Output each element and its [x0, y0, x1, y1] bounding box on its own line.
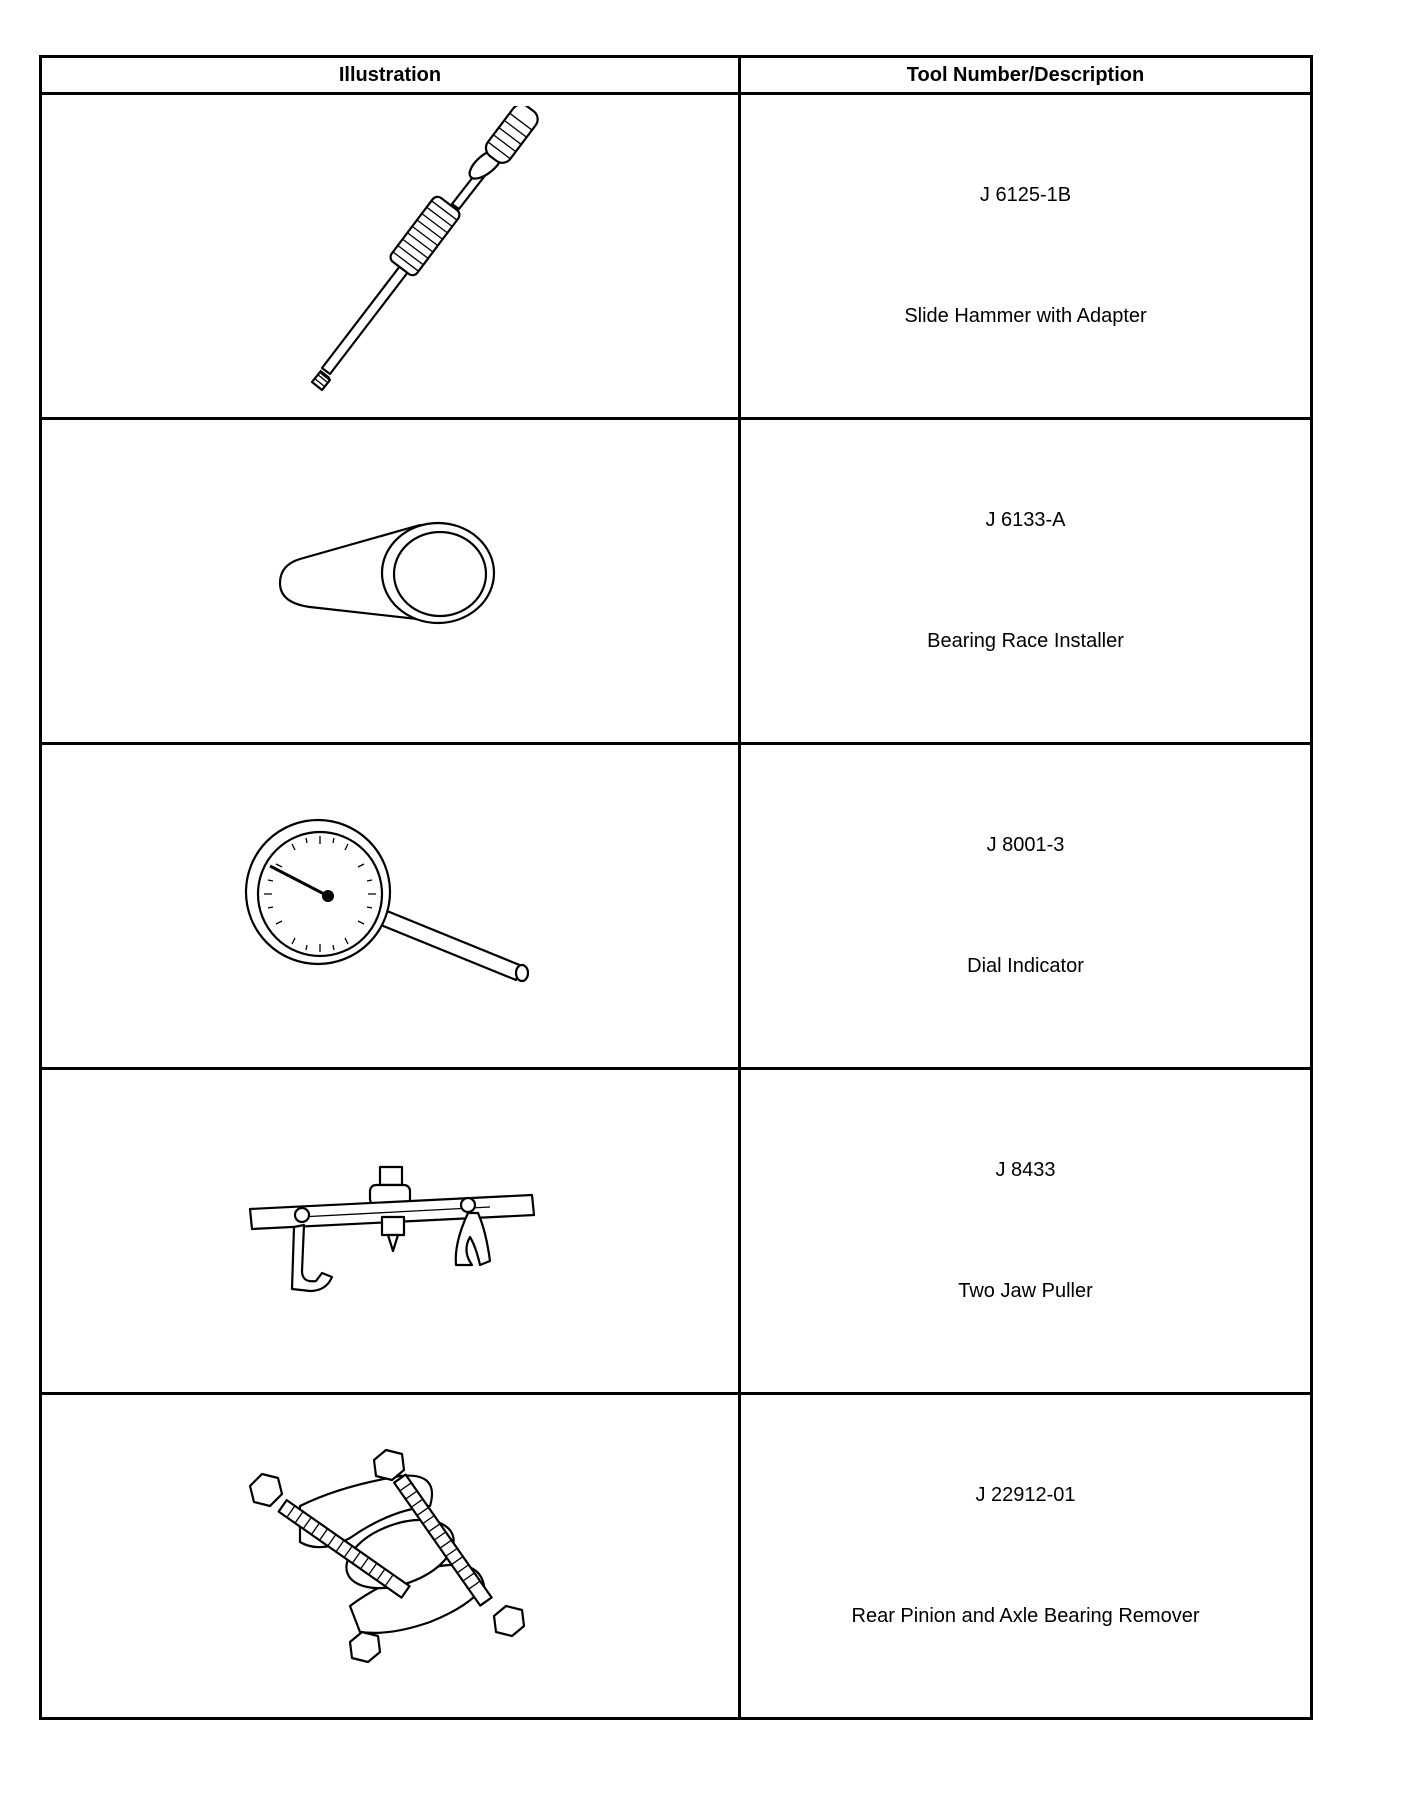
tool-name: Two Jaw Puller [958, 1280, 1093, 1302]
table-row [41, 419, 1312, 744]
slide-hammer-icon [240, 106, 540, 406]
tool-name: Rear Pinion and Axle Bearing Remover [851, 1605, 1200, 1627]
tool-description-cell [740, 419, 1312, 744]
tool-number: J 6125-1B [979, 184, 1072, 206]
tool-number: J 8433 [995, 1159, 1056, 1181]
illustration-cell [41, 1069, 740, 1394]
tool-number: J 8001-3 [986, 834, 1065, 856]
table-row [41, 1394, 1312, 1719]
tool-name: Bearing Race Installer [927, 630, 1124, 652]
tool-number: J 22912-01 [975, 1484, 1076, 1506]
dial-indicator-icon [240, 816, 540, 996]
illustration-cell [41, 94, 740, 419]
tool-name: Dial Indicator [967, 955, 1084, 977]
table-row [41, 1069, 1312, 1394]
tool-description-cell [740, 94, 1312, 419]
illustration-column-header: Illustration [41, 57, 740, 94]
illustration-cell [41, 744, 740, 1069]
table-header-row [41, 57, 1312, 94]
tool-number: J 6133-A [985, 509, 1066, 531]
illustration-cell [41, 1394, 740, 1719]
tool-description-cell [740, 1394, 1312, 1719]
table-row [41, 744, 1312, 1069]
two-jaw-puller-icon [240, 1161, 540, 1301]
tool-description-column-header: Tool Number/Description [740, 57, 1312, 94]
bearing-race-installer-icon [260, 511, 520, 651]
special-tools-table [39, 55, 1313, 1720]
tool-description-cell [740, 1069, 1312, 1394]
bearing-remover-icon [240, 1446, 540, 1666]
table-row [41, 94, 1312, 419]
tool-name: Slide Hammer with Adapter [904, 305, 1147, 327]
tool-description-cell [740, 744, 1312, 1069]
illustration-cell [41, 419, 740, 744]
